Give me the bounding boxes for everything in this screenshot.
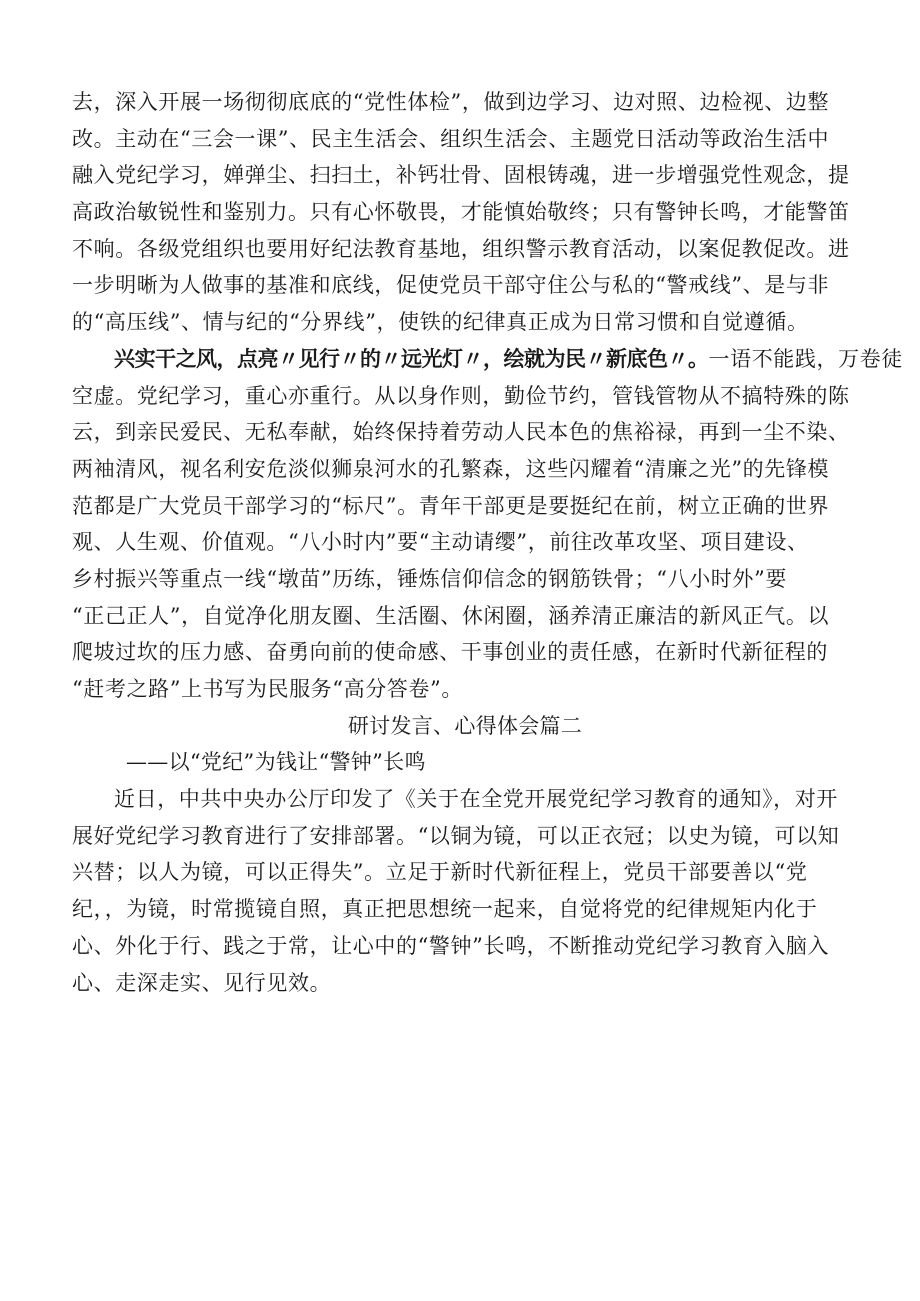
- paragraph-line: 去，深入开展一场彻彻底底的“党性体检”，做到边学习、边对照、边检视、边整: [72, 90, 830, 114]
- paragraph-line: 云，到亲民爱民、无私奉献，始终保持着劳动人民本色的焦裕禄，再到一尘不染、: [72, 420, 850, 445]
- paragraph-heading: 兴实干之风，点亮〃见行〃的〃远光灯〃，绘就为民〃新底色〃。: [114, 346, 709, 371]
- section-title: 研讨发言、心得体会篇二: [347, 713, 583, 738]
- paragraph-line: 改。主动在“三会一课”、民主生活会、组织生活会、主题党日活动等政治生活中: [72, 126, 830, 151]
- paragraph-line: 范都是广大党员干部学习的“标尺”。青年干部更是要挺纪在前，树立正确的世界: [72, 493, 830, 518]
- paragraph-first-line-rest: 一语不能践，万卷徒: [708, 346, 903, 371]
- paragraph-line: 两袖清风，视名利安危淡似狮泉河水的孔繁森，这些闪耀着“清廉之光”的先锋模: [72, 456, 830, 481]
- paragraph-line: 心、走深走实、见行见效。: [72, 970, 332, 995]
- paragraph-line: “赶考之路”上书写为民服务“高分答卷”。: [72, 677, 463, 701]
- paragraph-line: 高政治敏锐性和鉴别力。只有心怀敬畏，才能慎始敬终；只有警钟长鸣，才能警笛: [72, 200, 850, 225]
- paragraph-line: 展好党纪学习教育进行了安排部署。“以铜为镜，可以正衣冠；以史为镜，可以知: [72, 823, 840, 848]
- paragraph-line: 一步明晰为人做事的基准和底线，促使党员干部守住公与私的“警戒线”、是与非: [72, 273, 830, 298]
- paragraph-line: 空虚。党纪学习，重心亦重行。从以身作则，勤俭节约，管钱管物从不搞特殊的陈: [72, 383, 850, 408]
- paragraph-line: 心、外化于行、践之于常，让心中的“警钟”长鸣，不断推动党纪学习教育入脑入: [72, 933, 830, 958]
- paragraph-line: 观、人生观、价值观。“八小时内”要“主动请缨”，前往改革攻坚、项目建设、: [72, 530, 809, 555]
- paragraph-2: [72, 341, 903, 708]
- paragraph-1: [72, 84, 858, 341]
- paragraph-line: 乡村振兴等重点一线“墩苗”历练，锤炼信仰信念的钢筋铁骨；“八小时外”要: [72, 566, 787, 591]
- paragraph-line: 爬坡过坎的压力感、奋勇向前的使命感、干事创业的责任感，在新时代新征程的: [72, 640, 828, 665]
- paragraph-first-line: [72, 341, 903, 378]
- document-page: [72, 84, 903, 1001]
- paragraph-line: 纪，，为镜，时常揽镜自照，真正把思想统一起来，自觉将党的纪律规矩内化于: [72, 897, 818, 922]
- paragraph-line: 近日，中共中央办公厅印发了《关于在全党开展党纪学习教育的通知》，对开: [114, 787, 838, 812]
- paragraph-line: 融入党纪学习，婵弹尘、扫扫土，补钙壮骨、固根铸魂，进一步增强党性观念，提: [72, 163, 850, 188]
- paragraph-line: “正己正人”，自觉净化朋友圈、生活圈、休闲圈，涵养清正廉洁的新风正气。以: [72, 603, 830, 628]
- paragraph-line: 的“高压线”、情与纪的“分界线”，使铁的纪律真正成为日常习惯和自觉遵循。: [72, 310, 809, 335]
- paragraph-3: [72, 781, 858, 1001]
- paragraph-line: 兴替；以人为镜，可以正得失”。立足于新时代新征程上，党员干部要善以“党: [72, 860, 808, 885]
- section-subtitle: ——以“党纪”为钱让“警钟”长鸣: [126, 750, 426, 775]
- paragraph-line: 不响。各级党组织也要用好纪法教育基地，组织警示教育活动，以案促教促改。进: [72, 236, 850, 261]
